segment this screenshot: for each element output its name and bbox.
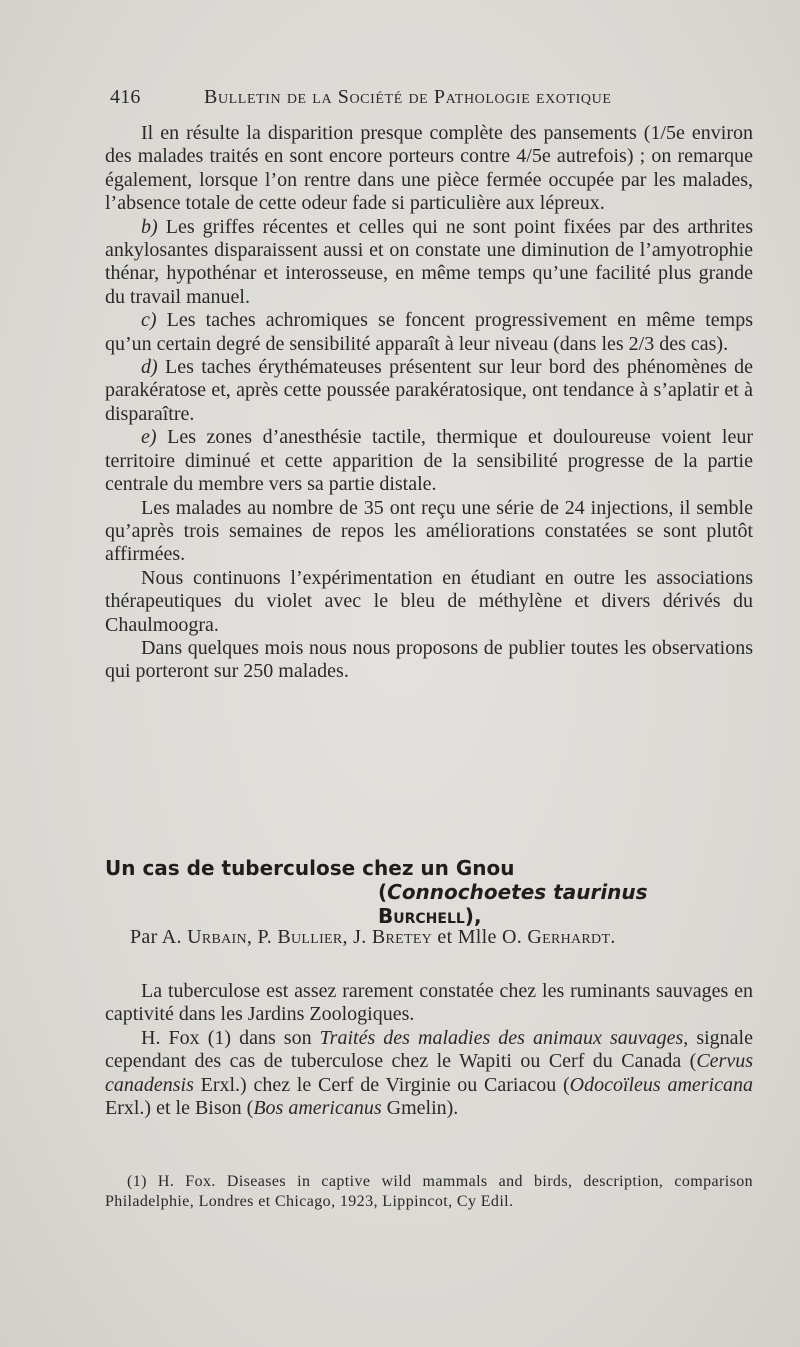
citation-text: , signale cependant des cas de tuberculose chez le Wapiti ou Cerf du Canada ( [105, 1026, 753, 1073]
paragraph-intro: La tuberculose est assez rarement constatée chez les ruminants sauvages en captivité dans les Jardins Zoologiques. [105, 980, 753, 1026]
paragraph-erythematous-text: Les taches érythémateuses présentent sur leur bord des phénomènes de parakératose et, après cette poussée parakératosique, ont tendance à s’aplatir et à disparaître. [105, 356, 753, 425]
paragraph-anesthesia [105, 426, 753, 496]
item-marker-b: b) [141, 215, 158, 238]
item-marker-e: e) [141, 426, 157, 449]
paragraph-erythematous-spots [105, 356, 753, 426]
article-title: Un cas de tuberculose chez un Gnou [105, 856, 515, 880]
paragraph-achromic-text: Les taches achromiques se foncent progressivement en même temps qu’un certain degré de sensibilité apparaît à leur niveau (dans les 2/3 des cas). [105, 309, 753, 355]
species-subtitle [378, 880, 758, 928]
byline-prefix: Par A. [130, 926, 188, 948]
paragraph-achromic-spots [105, 309, 753, 356]
footnote-text: (1) H. Fox. Diseases in captive wild mammals and birds, description, comparison Philadelphie, Londres et Chicago, 1923, Lippincot, Cy Edil. [105, 1173, 753, 1210]
author-byline [130, 926, 760, 949]
citation-text: Erxl.) et le Bison ( [105, 1097, 254, 1120]
author-bretey: Bretey [371, 926, 433, 948]
byline-separator: et Mlle O. [432, 926, 528, 948]
article-body [105, 980, 753, 1120]
citation-text: H. Fox (1) dans son [141, 1026, 320, 1049]
item-marker-c: c) [141, 309, 157, 332]
paragraph-dressings: Il en résulte la disparition presque complète des pansements (1/5e environ des malades traités en sont encore porteurs contre 4/5e autrefois) ; on remarque également, lorsque l’on rentre dans une pièce fermée occupée par les malades, l’absence totale de cette odeur fade si particulière aux lépreux. [105, 122, 753, 215]
page-number: 416 [110, 86, 141, 108]
footnote [105, 1172, 753, 1211]
paragraph-claws [105, 216, 753, 310]
species-authority: Burchell [378, 904, 465, 928]
previous-article-conclusion [105, 122, 753, 684]
author-bullier: Bullier [277, 926, 343, 948]
citation-text: Erxl.) chez le Cerf de Virginie ou Cariacou ( [193, 1073, 570, 1096]
book-title: Traités des maladies des animaux sauvages [319, 1026, 684, 1049]
species-binomial: Connochoetes taurinus [387, 880, 648, 904]
paragraph-fox-citation [105, 1027, 753, 1121]
species-odocoileus: Odocoïleus americana [569, 1073, 753, 1096]
paragraph-anesthesia-text: Les zones d’anesthésie tactile, thermique et douloureuse voient leur territoire diminué et cette apparition de la sensibilité progresse de la partie centrale du membre vers sa partie distale. [105, 426, 753, 496]
citation-text: Gmelin). [381, 1097, 459, 1120]
byline-period: . [610, 926, 616, 948]
item-marker-d: d) [141, 356, 158, 379]
species-bos: Bos americanus [253, 1097, 382, 1120]
paragraph-claws-text: Les griffes récentes et celles qui ne sont point fixées par des arthrites ankylosantes disparaissent aussi et on constate une diminution de l’amyotrophie thénar, hypothénar et interosseuse, en même temps qu’une facilité plus grande du travail manuel. [105, 215, 753, 308]
running-title: Bulletin de la Société de Pathologie exotique [204, 86, 612, 108]
species-close-paren: ), [464, 904, 482, 928]
author-gerhardt: Gerhardt [527, 926, 611, 948]
paragraph-publication: Dans quelques mois nous nous proposons de publier toutes les observations qui porteront sur 250 malades. [105, 636, 753, 683]
byline-separator: , P. [246, 926, 278, 948]
byline-separator: , J. [342, 926, 372, 948]
species-cervus: Cervus canadensis [105, 1050, 753, 1096]
paragraph-injections: Les malades au nombre de 35 ont reçu une série de 24 injections, il semble qu’après trois semaines de repos les améliorations constatées se sont plutôt affirmées. [105, 496, 753, 566]
species-open-paren: ( [378, 880, 388, 904]
author-urbain: Urbain [187, 926, 247, 948]
paragraph-experimentation: Nous continuons l’expérimentation en étudiant en outre les associations thérapeutiques du violet avec le bleu de méthylène et divers dérivés du Chaulmoogra. [105, 566, 753, 636]
